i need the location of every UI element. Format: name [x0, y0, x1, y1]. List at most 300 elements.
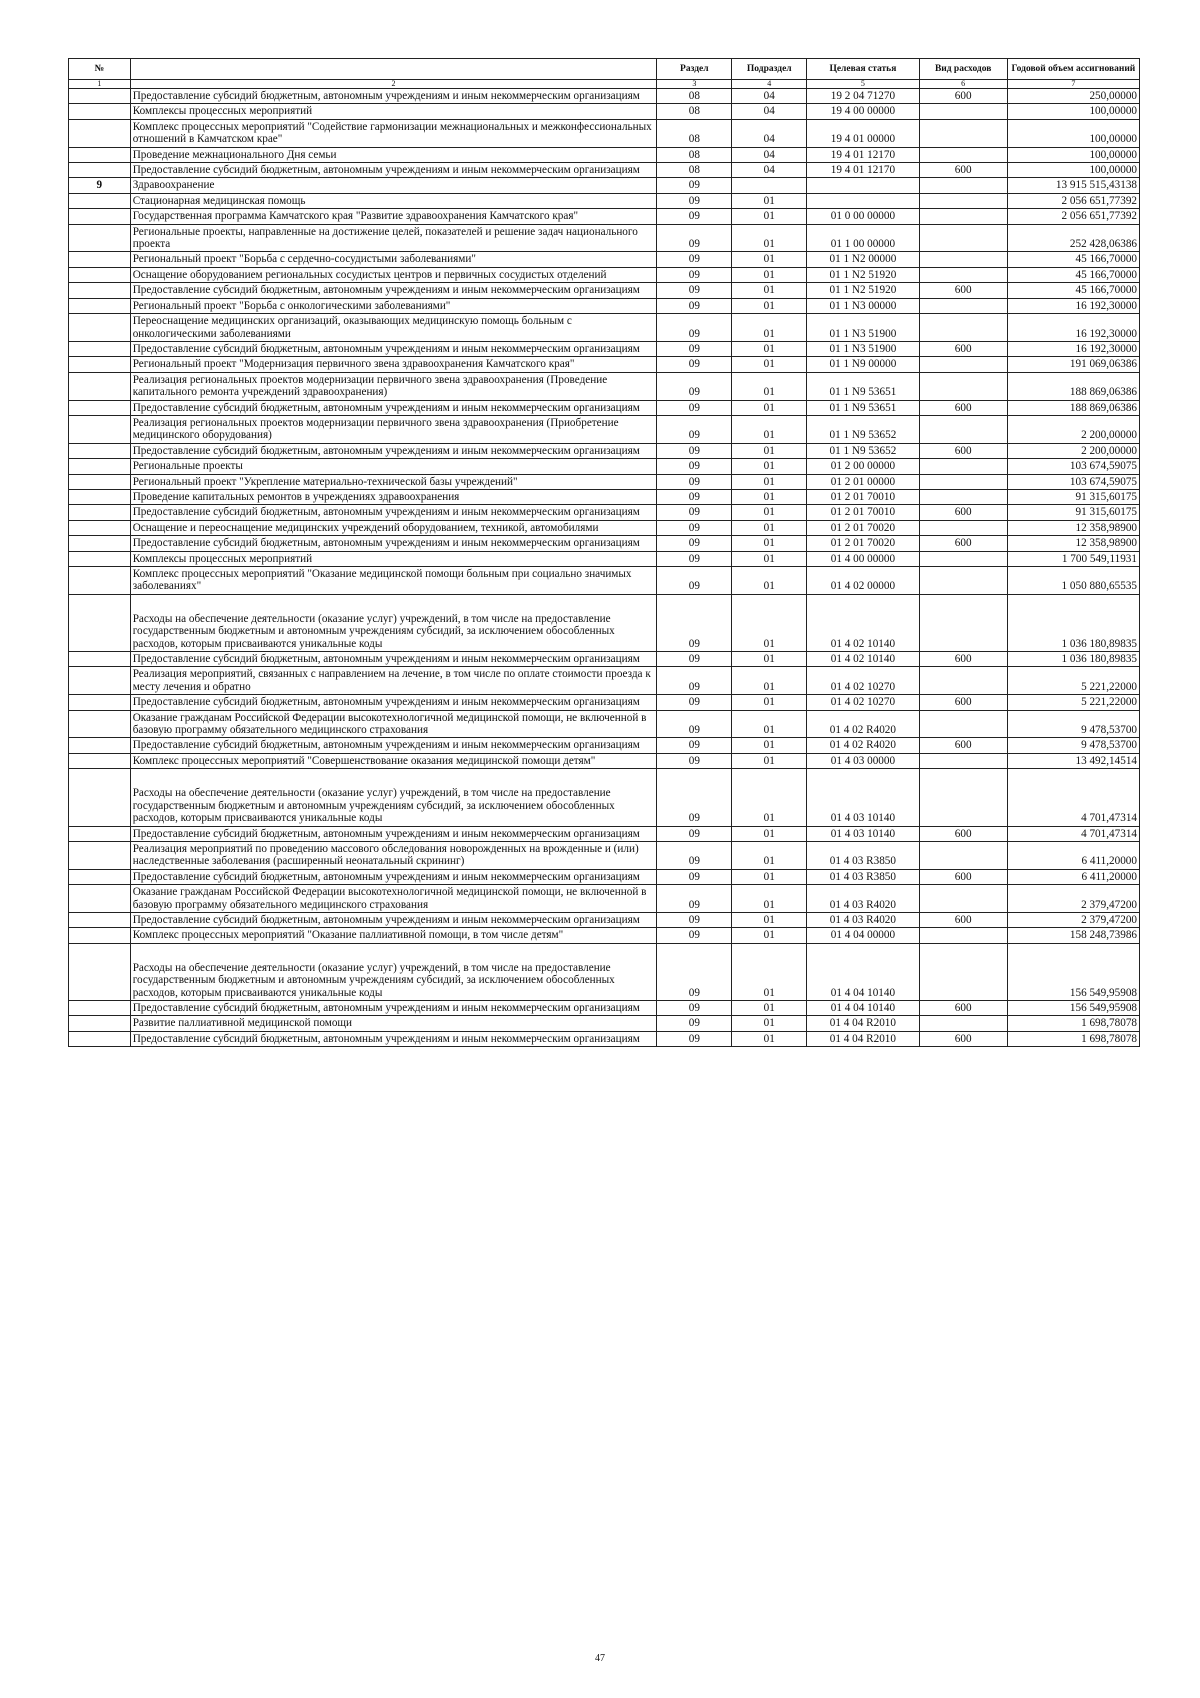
table-row [69, 841, 1140, 869]
target-article-cell: 01 1 N9 53652 [807, 415, 919, 443]
amount-cell: 2 056 651,77392 [1007, 209, 1139, 224]
target-article-cell: 01 4 02 10140 [807, 594, 919, 651]
row-number-cell [69, 119, 131, 147]
razdel-cell: 09 [657, 193, 732, 208]
table-row [69, 551, 1140, 566]
item-name-cell: Региональные проекты [130, 459, 657, 474]
target-article-cell: 01 1 N3 00000 [807, 298, 919, 313]
item-name-cell: Предоставление субсидий бюджетным, автономным учреждениям и иным некоммерческим организациям [130, 283, 657, 298]
expense-type-cell [919, 753, 1007, 768]
target-article-cell: 01 4 02 00000 [807, 567, 919, 595]
podrazdel-cell: 01 [732, 298, 807, 313]
target-article-cell: 19 2 04 71270 [807, 89, 919, 104]
amount-cell: 45 166,70000 [1007, 267, 1139, 282]
table-row [69, 652, 1140, 667]
podrazdel-cell: 01 [732, 224, 807, 252]
table-row [69, 695, 1140, 710]
table-row [69, 738, 1140, 753]
podrazdel-cell: 01 [732, 193, 807, 208]
table-row [69, 298, 1140, 313]
amount-cell: 250,00000 [1007, 89, 1139, 104]
row-number-cell [69, 1000, 131, 1015]
razdel-cell: 09 [657, 536, 732, 551]
razdel-cell: 09 [657, 841, 732, 869]
item-name-cell: Оснащение оборудованием региональных сосудистых центров и первичных сосудистых отделений [130, 267, 657, 282]
table-row [69, 769, 1140, 826]
target-article-cell: 19 4 01 12170 [807, 163, 919, 178]
podrazdel-cell: 01 [732, 869, 807, 884]
amount-cell: 45 166,70000 [1007, 283, 1139, 298]
table-row [69, 357, 1140, 372]
amount-cell: 12 358,98900 [1007, 520, 1139, 535]
razdel-cell: 09 [657, 224, 732, 252]
expense-type-cell [919, 104, 1007, 119]
target-article-cell: 01 4 00 00000 [807, 551, 919, 566]
table-row [69, 459, 1140, 474]
podrazdel-cell: 01 [732, 283, 807, 298]
amount-cell: 12 358,98900 [1007, 536, 1139, 551]
podrazdel-cell: 01 [732, 459, 807, 474]
header-podrazdel: Подраздел [732, 59, 807, 80]
item-name-cell: Реализация мероприятий по проведению массового обследования новорожденных на врожденные и (или) наследственные заболевания (расширенный неонатальный скрининг) [130, 841, 657, 869]
row-number-cell [69, 252, 131, 267]
expense-type-cell [919, 252, 1007, 267]
razdel-cell: 09 [657, 695, 732, 710]
target-article-cell: 01 4 03 10140 [807, 769, 919, 826]
target-article-cell: 01 4 03 R4020 [807, 912, 919, 927]
expense-type-cell: 600 [919, 505, 1007, 520]
target-article-cell: 01 2 00 00000 [807, 459, 919, 474]
razdel-cell: 09 [657, 1000, 732, 1015]
amount-cell: 100,00000 [1007, 147, 1139, 162]
expense-type-cell: 600 [919, 283, 1007, 298]
target-article-cell: 01 1 N9 53652 [807, 443, 919, 458]
razdel-cell: 08 [657, 147, 732, 162]
target-article-cell: 19 4 00 00000 [807, 104, 919, 119]
target-article-cell: 01 4 02 10140 [807, 652, 919, 667]
target-article-cell: 01 4 02 R4020 [807, 738, 919, 753]
amount-cell: 2 200,00000 [1007, 415, 1139, 443]
item-name-cell: Предоставление субсидий бюджетным, автономным учреждениям и иным некоммерческим организациям [130, 443, 657, 458]
expense-type-cell: 600 [919, 1000, 1007, 1015]
item-name-cell: Предоставление субсидий бюджетным, автономным учреждениям и иным некоммерческим организациям [130, 912, 657, 927]
expense-type-cell: 600 [919, 695, 1007, 710]
table-row [69, 753, 1140, 768]
amount-cell: 1 050 880,65535 [1007, 567, 1139, 595]
podrazdel-cell: 01 [732, 769, 807, 826]
expense-type-cell [919, 928, 1007, 943]
item-name-cell: Региональный проект "Борьба с онкологическими заболеваниями" [130, 298, 657, 313]
table-row [69, 252, 1140, 267]
razdel-cell: 09 [657, 357, 732, 372]
podrazdel-cell: 01 [732, 567, 807, 595]
target-article-cell [807, 193, 919, 208]
expense-type-cell [919, 193, 1007, 208]
podrazdel-cell: 01 [732, 1016, 807, 1031]
podrazdel-cell: 01 [732, 489, 807, 504]
item-name-cell: Предоставление субсидий бюджетным, автономным учреждениям и иным некоммерческим организациям [130, 652, 657, 667]
podrazdel-cell: 01 [732, 400, 807, 415]
razdel-cell: 09 [657, 594, 732, 651]
amount-cell: 191 069,06386 [1007, 357, 1139, 372]
expense-type-cell [919, 459, 1007, 474]
target-article-cell: 01 1 00 00000 [807, 224, 919, 252]
table-header-row [69, 59, 1140, 80]
podrazdel-cell: 01 [732, 943, 807, 1000]
expense-type-cell [919, 178, 1007, 193]
row-number-cell [69, 209, 131, 224]
table-row [69, 912, 1140, 927]
amount-cell: 156 549,95908 [1007, 943, 1139, 1000]
item-name-cell: Реализация мероприятий, связанных с направлением на лечение, в том числе по оплате стоимости проезда к месту лечения и обратно [130, 667, 657, 695]
razdel-cell: 09 [657, 520, 732, 535]
table-row [69, 372, 1140, 400]
podrazdel-cell: 01 [732, 1031, 807, 1046]
target-article-cell: 01 1 N2 00000 [807, 252, 919, 267]
podrazdel-cell: 04 [732, 119, 807, 147]
row-number-cell [69, 489, 131, 504]
razdel-cell: 09 [657, 567, 732, 595]
table-row [69, 283, 1140, 298]
header-vid: Вид расходов [919, 59, 1007, 80]
table-row [69, 163, 1140, 178]
table-row [69, 489, 1140, 504]
podrazdel-cell: 04 [732, 163, 807, 178]
table-row [69, 520, 1140, 535]
expense-type-cell [919, 372, 1007, 400]
target-article-cell: 01 1 N3 51900 [807, 341, 919, 356]
table-row [69, 267, 1140, 282]
item-name-cell: Региональный проект "Модернизация первичного звена здравоохранения Камчатского края" [130, 357, 657, 372]
row-number-cell [69, 459, 131, 474]
target-article-cell: 01 4 02 10270 [807, 695, 919, 710]
amount-cell: 13 915 515,43138 [1007, 178, 1139, 193]
budget-table-sheet [68, 58, 1140, 1047]
item-name-cell: Предоставление субсидий бюджетным, автономным учреждениям и иным некоммерческим организациям [130, 826, 657, 841]
razdel-cell: 09 [657, 943, 732, 1000]
expense-type-cell [919, 769, 1007, 826]
razdel-cell: 09 [657, 1031, 732, 1046]
expense-type-cell [919, 474, 1007, 489]
table-row [69, 415, 1140, 443]
target-article-cell: 01 1 N3 51900 [807, 314, 919, 342]
podrazdel-cell: 01 [732, 505, 807, 520]
row-number-cell [69, 928, 131, 943]
expense-type-cell: 600 [919, 912, 1007, 927]
expense-type-cell: 600 [919, 826, 1007, 841]
target-article-cell: 01 2 01 70010 [807, 505, 919, 520]
razdel-cell: 09 [657, 443, 732, 458]
amount-cell: 45 166,70000 [1007, 252, 1139, 267]
amount-cell: 100,00000 [1007, 163, 1139, 178]
podrazdel-cell: 01 [732, 520, 807, 535]
amount-cell: 4 701,47314 [1007, 826, 1139, 841]
target-article-cell: 01 4 03 10140 [807, 826, 919, 841]
expense-type-cell [919, 841, 1007, 869]
item-name-cell: Комплекс процессных мероприятий "Оказание медицинской помощи больным при социально значимых заболеваниях" [130, 567, 657, 595]
razdel-cell: 09 [657, 209, 732, 224]
target-article-cell: 01 1 N9 53651 [807, 372, 919, 400]
podrazdel-cell: 01 [732, 841, 807, 869]
table-row [69, 536, 1140, 551]
expense-type-cell [919, 209, 1007, 224]
expense-type-cell: 600 [919, 869, 1007, 884]
item-name-cell: Реализация региональных проектов модернизации первичного звена здравоохранения (Приобретение медицинского оборудования) [130, 415, 657, 443]
podrazdel-cell: 01 [732, 341, 807, 356]
razdel-cell: 09 [657, 826, 732, 841]
item-name-cell: Здравоохранение [130, 178, 657, 193]
row-number-cell [69, 224, 131, 252]
row-number-cell [69, 443, 131, 458]
item-name-cell: Комплексы процессных мероприятий [130, 551, 657, 566]
row-number-cell [69, 372, 131, 400]
row-number-cell: 9 [69, 178, 131, 193]
razdel-cell: 09 [657, 869, 732, 884]
amount-cell: 188 869,06386 [1007, 372, 1139, 400]
podrazdel-cell: 01 [732, 695, 807, 710]
header-name [130, 59, 657, 80]
razdel-cell: 09 [657, 769, 732, 826]
row-number-cell [69, 551, 131, 566]
row-number-cell [69, 869, 131, 884]
table-row [69, 400, 1140, 415]
expense-type-cell [919, 489, 1007, 504]
item-name-cell: Предоставление субсидий бюджетным, автономным учреждениям и иным некоммерческим организациям [130, 341, 657, 356]
item-name-cell: Предоставление субсидий бюджетным, автономным учреждениям и иным некоммерческим организациям [130, 1000, 657, 1015]
target-article-cell: 01 1 N9 00000 [807, 357, 919, 372]
item-name-cell: Предоставление субсидий бюджетным, автономным учреждениям и иным некоммерческим организациям [130, 163, 657, 178]
podrazdel-cell: 01 [732, 372, 807, 400]
row-number-cell [69, 104, 131, 119]
amount-cell: 2 379,47200 [1007, 885, 1139, 913]
podrazdel-cell: 01 [732, 885, 807, 913]
row-number-cell [69, 283, 131, 298]
amount-cell: 103 674,59075 [1007, 474, 1139, 489]
amount-cell: 158 248,73986 [1007, 928, 1139, 943]
table-row [69, 341, 1140, 356]
amount-cell: 2 056 651,77392 [1007, 193, 1139, 208]
row-number-cell [69, 826, 131, 841]
expense-type-cell: 600 [919, 400, 1007, 415]
amount-cell: 252 428,06386 [1007, 224, 1139, 252]
row-number-cell [69, 163, 131, 178]
item-name-cell: Проведение межнационального Дня семьи [130, 147, 657, 162]
razdel-cell: 09 [657, 252, 732, 267]
podrazdel-cell: 01 [732, 314, 807, 342]
column-index: 5 [807, 80, 919, 89]
header-target: Целевая статья [807, 59, 919, 80]
row-number-cell [69, 267, 131, 282]
target-article-cell: 01 4 04 R2010 [807, 1016, 919, 1031]
row-number-cell [69, 89, 131, 104]
target-article-cell: 19 4 01 00000 [807, 119, 919, 147]
item-name-cell: Региональный проект "Борьба с сердечно-сосудистыми заболеваниями" [130, 252, 657, 267]
item-name-cell: Предоставление субсидий бюджетным, автономным учреждениям и иным некоммерческим организациям [130, 1031, 657, 1046]
row-number-cell [69, 667, 131, 695]
expense-type-cell [919, 298, 1007, 313]
amount-cell: 103 674,59075 [1007, 459, 1139, 474]
table-row [69, 224, 1140, 252]
item-name-cell: Региональный проект "Укрепление материально-технической базы учреждений" [130, 474, 657, 489]
column-index: 1 [69, 80, 131, 89]
razdel-cell: 08 [657, 104, 732, 119]
podrazdel-cell: 04 [732, 104, 807, 119]
target-article-cell: 01 4 02 R4020 [807, 710, 919, 738]
table-row [69, 119, 1140, 147]
item-name-cell: Региональные проекты, направленные на достижение целей, показателей и решение задач национального проекта [130, 224, 657, 252]
amount-cell: 1 036 180,89835 [1007, 594, 1139, 651]
amount-cell: 2 200,00000 [1007, 443, 1139, 458]
expense-type-cell [919, 314, 1007, 342]
item-name-cell: Реализация региональных проектов модернизации первичного звена здравоохранения (Проведение капитального ремонта учреждений здравоохранения) [130, 372, 657, 400]
razdel-cell: 09 [657, 912, 732, 927]
item-name-cell: Предоставление субсидий бюджетным, автономным учреждениям и иным некоммерческим организациям [130, 869, 657, 884]
razdel-cell: 09 [657, 298, 732, 313]
item-name-cell: Комплекс процессных мероприятий "Содействие гармонизации межнациональных и межконфессиональных отношений в Камчатском крае" [130, 119, 657, 147]
row-number-cell [69, 594, 131, 651]
row-number-cell [69, 400, 131, 415]
item-name-cell: Расходы на обеспечение деятельности (оказание услуг) учреждений, в том числе на предоставление государственным бюджетным и автономным учреждениям субсидий, за исключением обособленных расходов, которым присваиваются уникальные коды [130, 769, 657, 826]
expense-type-cell [919, 415, 1007, 443]
target-article-cell: 01 4 04 R2010 [807, 1031, 919, 1046]
item-name-cell: Предоставление субсидий бюджетным, автономным учреждениям и иным некоммерческим организациям [130, 695, 657, 710]
podrazdel-cell: 01 [732, 267, 807, 282]
expense-type-cell [919, 594, 1007, 651]
razdel-cell: 09 [657, 474, 732, 489]
razdel-cell: 08 [657, 119, 732, 147]
expense-type-cell: 600 [919, 89, 1007, 104]
row-number-cell [69, 738, 131, 753]
row-number-cell [69, 912, 131, 927]
razdel-cell: 09 [657, 267, 732, 282]
target-article-cell: 01 4 03 00000 [807, 753, 919, 768]
item-name-cell: Комплекс процессных мероприятий "Оказание паллиативной помощи, в том числе детям" [130, 928, 657, 943]
razdel-cell: 09 [657, 928, 732, 943]
table-row [69, 89, 1140, 104]
target-article-cell: 01 2 01 70010 [807, 489, 919, 504]
row-number-cell [69, 710, 131, 738]
expense-type-cell [919, 147, 1007, 162]
table-row [69, 594, 1140, 651]
table-body [69, 89, 1140, 1047]
podrazdel-cell: 01 [732, 1000, 807, 1015]
table-row [69, 667, 1140, 695]
expense-type-cell [919, 1016, 1007, 1031]
header-razdel: Раздел [657, 59, 732, 80]
razdel-cell: 09 [657, 341, 732, 356]
table-row [69, 314, 1140, 342]
podrazdel-cell: 01 [732, 667, 807, 695]
podrazdel-cell: 04 [732, 147, 807, 162]
amount-cell: 9 478,53700 [1007, 710, 1139, 738]
column-index: 7 [1007, 80, 1139, 89]
amount-cell: 16 192,30000 [1007, 314, 1139, 342]
expense-type-cell [919, 267, 1007, 282]
razdel-cell: 09 [657, 753, 732, 768]
expense-type-cell [919, 357, 1007, 372]
podrazdel-cell: 01 [732, 209, 807, 224]
row-number-cell [69, 520, 131, 535]
razdel-cell: 08 [657, 163, 732, 178]
razdel-cell: 09 [657, 489, 732, 504]
row-number-cell [69, 474, 131, 489]
item-name-cell: Комплекс процессных мероприятий "Совершенствование оказания медицинской помощи детям" [130, 753, 657, 768]
expense-type-cell [919, 551, 1007, 566]
column-index: 6 [919, 80, 1007, 89]
column-index-row [69, 80, 1140, 89]
amount-cell: 13 492,14514 [1007, 753, 1139, 768]
expense-type-cell [919, 224, 1007, 252]
item-name-cell: Государственная программа Камчатского края "Развитие здравоохранения Камчатского края" [130, 209, 657, 224]
amount-cell: 16 192,30000 [1007, 341, 1139, 356]
target-article-cell [807, 178, 919, 193]
razdel-cell: 09 [657, 415, 732, 443]
item-name-cell: Расходы на обеспечение деятельности (оказание услуг) учреждений, в том числе на предоставление государственным бюджетным и автономным учреждениям субсидий, за исключением обособленных расходов, которым присваиваются уникальные коды [130, 594, 657, 651]
table-row [69, 943, 1140, 1000]
amount-cell: 1 700 549,11931 [1007, 551, 1139, 566]
target-article-cell: 01 2 01 70020 [807, 520, 919, 535]
expense-type-cell [919, 885, 1007, 913]
row-number-cell [69, 1016, 131, 1031]
podrazdel-cell: 01 [732, 443, 807, 458]
podrazdel-cell: 01 [732, 826, 807, 841]
razdel-cell: 09 [657, 652, 732, 667]
podrazdel-cell: 01 [732, 753, 807, 768]
row-number-cell [69, 943, 131, 1000]
column-index: 2 [130, 80, 657, 89]
amount-cell: 100,00000 [1007, 104, 1139, 119]
column-index: 4 [732, 80, 807, 89]
expense-type-cell: 600 [919, 738, 1007, 753]
podrazdel-cell: 01 [732, 474, 807, 489]
razdel-cell: 09 [657, 710, 732, 738]
table-row [69, 147, 1140, 162]
target-article-cell: 01 1 N2 51920 [807, 267, 919, 282]
item-name-cell: Проведение капитальных ремонтов в учреждениях здравоохранения [130, 489, 657, 504]
row-number-cell [69, 841, 131, 869]
header-volume: Годовой объем ассигнований [1007, 59, 1139, 80]
amount-cell: 4 701,47314 [1007, 769, 1139, 826]
podrazdel-cell: 01 [732, 551, 807, 566]
row-number-cell [69, 753, 131, 768]
target-article-cell: 01 1 N2 51920 [807, 283, 919, 298]
razdel-cell: 09 [657, 178, 732, 193]
target-article-cell: 01 4 04 00000 [807, 928, 919, 943]
expense-type-cell [919, 943, 1007, 1000]
expense-type-cell [919, 567, 1007, 595]
podrazdel-cell: 01 [732, 415, 807, 443]
target-article-cell: 01 4 03 R3850 [807, 869, 919, 884]
table-row [69, 567, 1140, 595]
amount-cell: 100,00000 [1007, 119, 1139, 147]
item-name-cell: Расходы на обеспечение деятельности (оказание услуг) учреждений, в том числе на предоставление государственным бюджетным и автономным учреждениям субсидий, за исключением обособленных расходов, которым присваиваются уникальные коды [130, 943, 657, 1000]
row-number-cell [69, 769, 131, 826]
item-name-cell: Переоснащение медицинских организаций, оказывающих медицинскую помощь больным с онкологическими заболеваниями [130, 314, 657, 342]
podrazdel-cell: 01 [732, 594, 807, 651]
amount-cell: 91 315,60175 [1007, 489, 1139, 504]
expense-type-cell [919, 667, 1007, 695]
podrazdel-cell: 01 [732, 536, 807, 551]
item-name-cell: Предоставление субсидий бюджетным, автономным учреждениям и иным некоммерческим организациям [130, 505, 657, 520]
item-name-cell: Оказание гражданам Российской Федерации высокотехнологичной медицинской помощи, не включенной в базовую программу обязательного медицинского страхования [130, 710, 657, 738]
razdel-cell: 09 [657, 505, 732, 520]
row-number-cell [69, 505, 131, 520]
podrazdel-cell: 01 [732, 652, 807, 667]
row-number-cell [69, 147, 131, 162]
row-number-cell [69, 695, 131, 710]
podrazdel-cell: 01 [732, 738, 807, 753]
expense-type-cell [919, 710, 1007, 738]
